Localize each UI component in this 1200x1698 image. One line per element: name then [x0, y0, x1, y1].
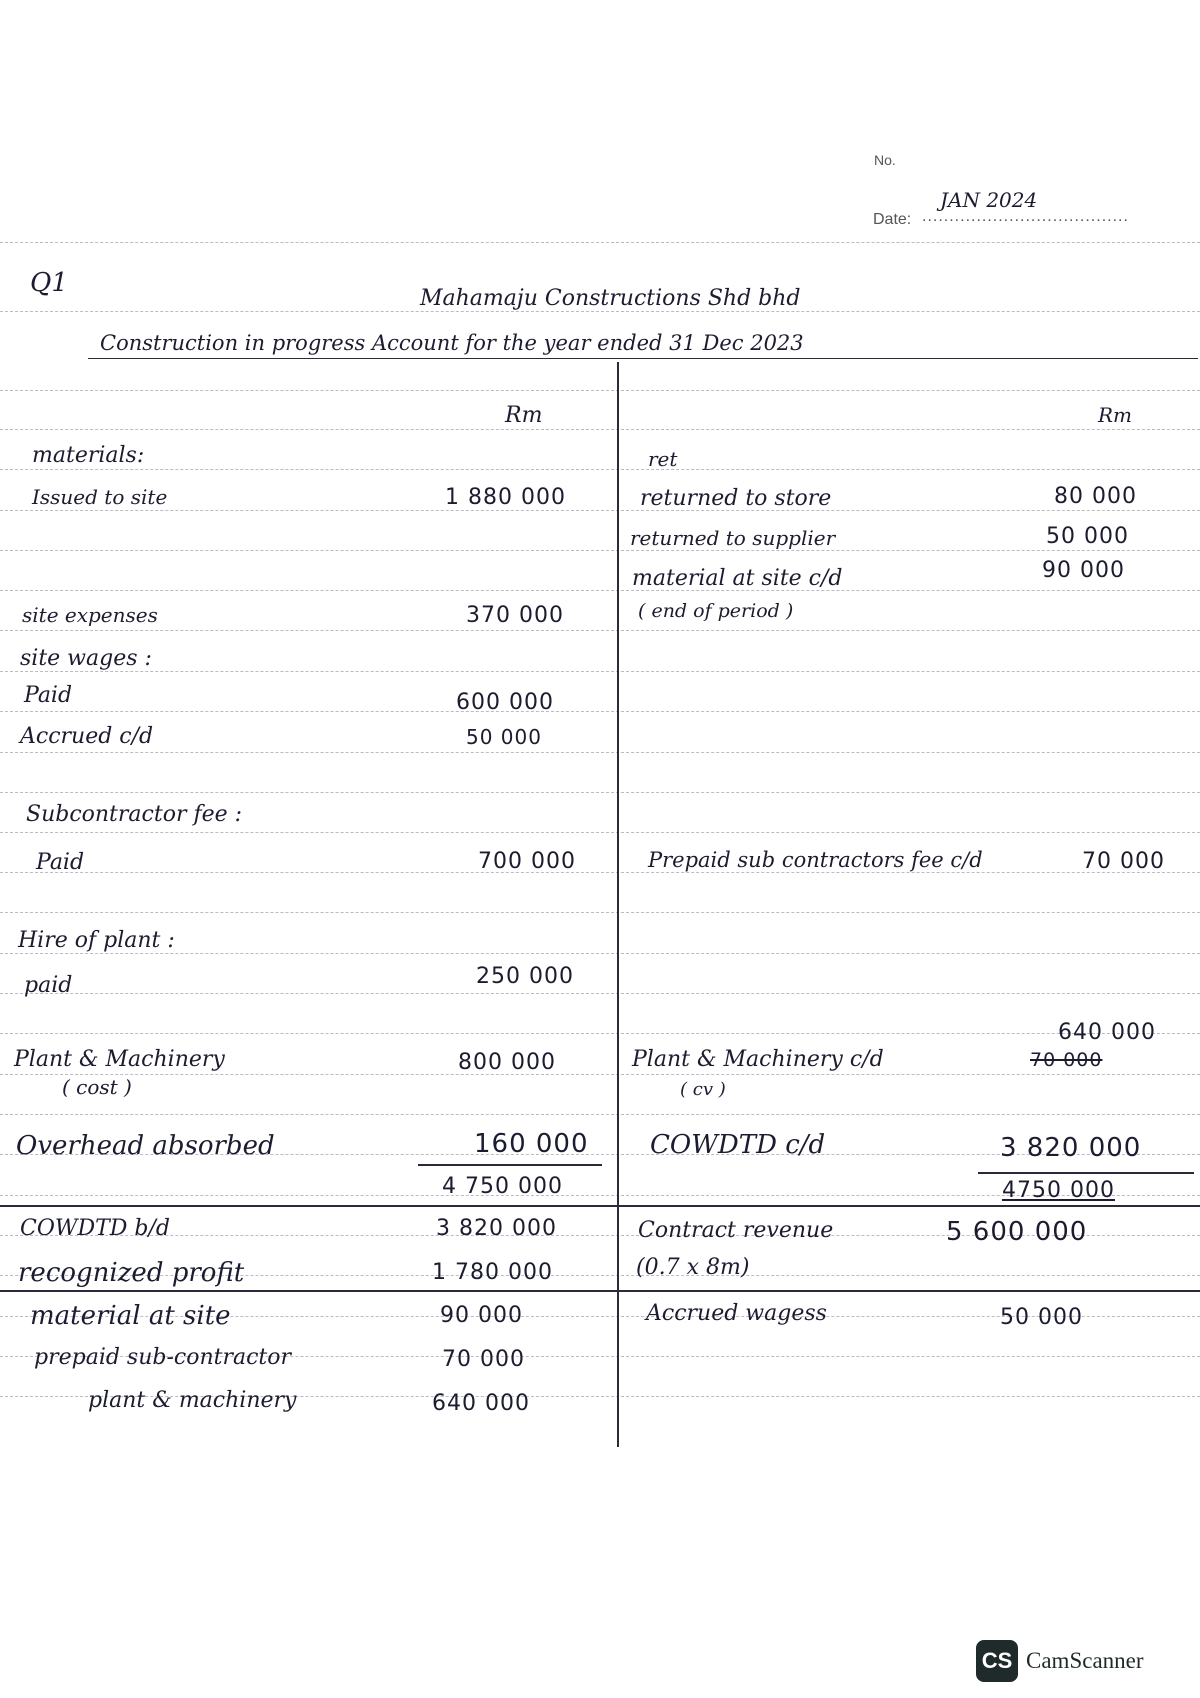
lower-material-label: material at site [30, 1301, 231, 1331]
returned-store-amount: 80 000 [1054, 484, 1137, 509]
plant-label: Plant & Machinery [14, 1047, 225, 1072]
material-site-label: material at site c/d [632, 566, 843, 591]
profit-separator [0, 1290, 1200, 1292]
plant-amount: 800 000 [458, 1050, 556, 1075]
cowdtd-cd-amount: 3 820 000 [1000, 1133, 1142, 1163]
lower-plant-label: plant & machinery [88, 1388, 297, 1413]
returned-supplier-label: returned to supplier [630, 526, 836, 550]
site-expenses-label: site expenses [22, 603, 158, 627]
plant-sub: ( cost ) [62, 1075, 132, 1099]
right-total: 4750 000 [1002, 1178, 1115, 1203]
date-value: JAN 2024 [940, 188, 1038, 212]
question-number: Q1 [30, 268, 68, 298]
hire-paid-label: paid [24, 973, 73, 998]
title-underline [88, 358, 1198, 359]
accrued-wages-label: Accrued wagess [646, 1301, 827, 1326]
cowdtd-bd-amount: 3 820 000 [436, 1216, 557, 1241]
subcontractor-paid-label: Paid [36, 850, 85, 875]
returned-store-label: returned to store [640, 486, 832, 511]
revenue-calc: (0.7 x 8m) [636, 1255, 750, 1280]
wages-accrued-amount: 50 000 [466, 725, 542, 749]
hire-paid-amount: 250 000 [476, 964, 574, 989]
material-site-amount: 90 000 [1042, 558, 1125, 583]
lower-prepaid-amount: 70 000 [442, 1347, 525, 1372]
right-plant-amount: 640 000 [1058, 1020, 1156, 1045]
date-label: Date: [873, 211, 912, 228]
left-currency: Rm [505, 403, 543, 428]
subcontractor-paid-amount: 700 000 [478, 849, 576, 874]
material-site-sub: ( end of period ) [638, 600, 794, 622]
returned-supplier-amount: 50 000 [1046, 524, 1129, 549]
profit-amount: 1 780 000 [432, 1260, 553, 1285]
right-plant-sub: ( cv ) [680, 1079, 726, 1100]
lower-plant-amount: 640 000 [432, 1391, 530, 1416]
overhead-amount: 160 000 [474, 1129, 589, 1159]
prepaid-amount: 70 000 [1082, 849, 1165, 874]
right-total-rule [978, 1172, 1194, 1174]
account-title: Construction in progress Account for the year ended 31 Dec 2023 [100, 331, 804, 355]
t-account-divider [617, 362, 619, 1447]
right-plant-label: Plant & Machinery c/d [632, 1047, 884, 1072]
no-label: No. [874, 152, 896, 168]
right-plant-struck-amount: 70 000 [1030, 1049, 1103, 1071]
right-currency: Rm [1098, 403, 1133, 427]
overhead-label: Overhead absorbed [16, 1131, 275, 1161]
prepaid-label: Prepaid sub contractors fee c/d [648, 848, 983, 872]
materials-heading: materials: [32, 443, 145, 468]
cowdtd-bd-label: COWDTD b/d [20, 1216, 171, 1241]
camscanner-logo-icon: CS [976, 1640, 1018, 1682]
company-name: Mahamaju Constructions Shd bhd [420, 286, 801, 311]
wages-paid-label: Paid [24, 683, 73, 708]
left-total-rule [418, 1164, 602, 1166]
wages-accrued-label: Accrued c/d [20, 724, 154, 749]
hire-heading: Hire of plant : [18, 928, 175, 953]
lower-prepaid-label: prepaid sub-contractor [34, 1345, 292, 1370]
profit-label: recognized profit [18, 1258, 245, 1288]
returned-heading: ret [648, 447, 678, 471]
revenue-amount: 5 600 000 [946, 1217, 1088, 1247]
revenue-label: Contract revenue [638, 1218, 834, 1243]
accrued-wages-amount: 50 000 [1000, 1305, 1083, 1330]
camscanner-logo-text: CamScanner [1026, 1648, 1144, 1673]
issued-amount: 1 880 000 [445, 485, 566, 510]
site-wages-heading: site wages : [20, 646, 152, 671]
subcontractor-heading: Subcontractor fee : [26, 802, 243, 827]
wages-paid-amount: 600 000 [456, 690, 554, 715]
issued-label: Issued to site [32, 485, 168, 509]
left-total: 4 750 000 [442, 1174, 563, 1199]
cowdtd-cd-label: COWDTD c/d [650, 1130, 826, 1160]
lower-material-amount: 90 000 [440, 1303, 523, 1328]
totals-separator [0, 1205, 1200, 1207]
date-dots: ...................................... [922, 208, 1129, 225]
site-expenses-amount: 370 000 [466, 603, 564, 628]
